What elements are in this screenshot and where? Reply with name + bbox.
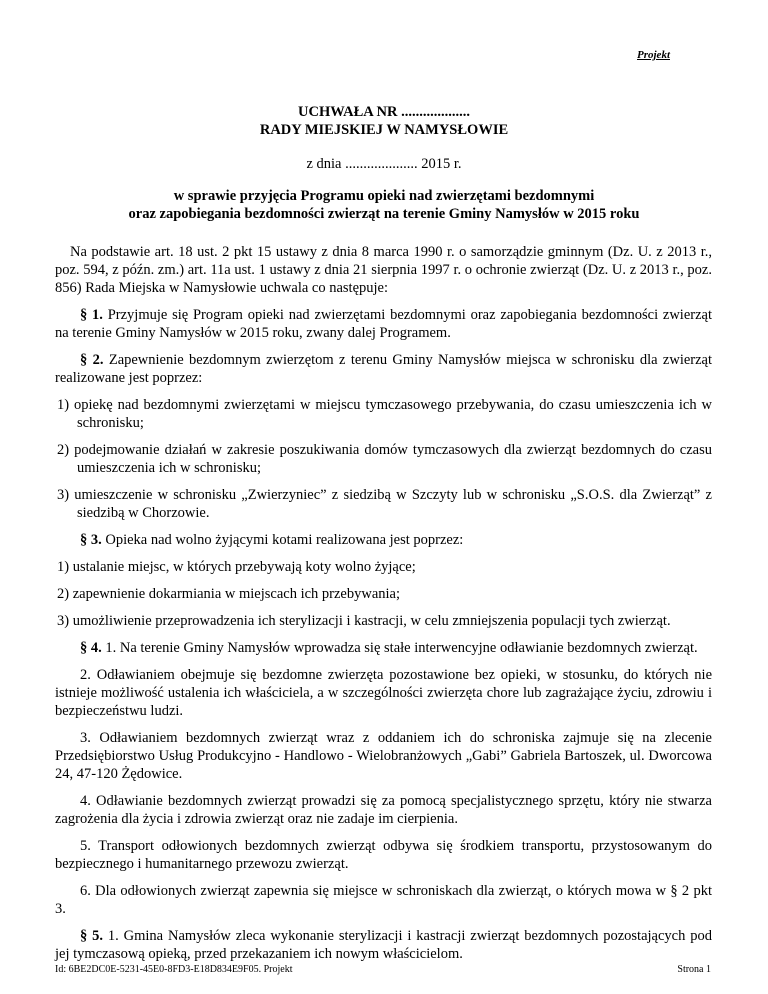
paragraph-text: Opieka nad wolno żyjącymi kotami realizowana jest poprzez:: [101, 532, 464, 548]
resolution-date: z dnia .................... 2015 r.: [306, 156, 462, 172]
paragraph-2: [55, 351, 712, 387]
paragraph-text: 1. Gmina Namysłów zleca wykonanie sterylizacji i kastracji zwierząt bezdomnych pozostających pod jej tymczasową opieką, przed przekazaniem ich nowym właścicielom.: [55, 928, 712, 962]
resolution-subject: [0, 187, 768, 223]
paragraph-label: § 4.: [80, 640, 102, 656]
list-item: 3) umieszczenie w schronisku „Zwierzyniec” z siedzibą w Szczyty lub w schronisku „S.O.S. dla Zwierząt” z siedzibą w Chorzowie.: [57, 487, 712, 521]
document-id: Id: 6BE2DC0E-5231-45E0-8FD3-E18D834E9F05. Projekt: [55, 964, 293, 975]
page-number: Strona 1: [677, 964, 711, 975]
subject-line-2: oraz zapobiegania bezdomności zwierząt na terenie Gminy Namysłów w 2015 roku: [128, 206, 640, 222]
paragraph-label: § 3.: [80, 532, 102, 548]
paragraph-text: Przyjmuje się Program opieki nad zwierzętami bezdomnymi oraz zapobiegania bezdomności zwierząt na terenie Gminy Namysłów w 2015 roku, zwany dalej Programem.: [55, 307, 713, 341]
projekt-label: Projekt: [637, 49, 670, 61]
list-item: 3) umożliwienie przeprowadzenia ich sterylizacji i kastracji, w celu zmniejszenia populacji tych zwierząt.: [57, 613, 671, 629]
list-item: 1) opiekę nad bezdomnymi zwierzętami w miejscu tymczasowego przebywania, do czasu umieszczenia ich w schronisku;: [57, 397, 712, 431]
list-item: 1) ustalanie miejsc, w których przebywają koty wolno żyjące;: [57, 559, 416, 575]
paragraph-1: [55, 306, 712, 342]
paragraph-4-point-6: 6. Dla odłowionych zwierząt zapewnia się miejsce w schroniskach dla zwierząt, o których mowa w § 2 pkt 3.: [55, 883, 712, 917]
paragraph-label: § 5.: [80, 928, 104, 944]
paragraph-4-point-2: 2. Odławianiem obejmuje się bezdomne zwierzęta pozostawione bez opieki, w stosunku, do których nie istnieje możliwość ustalenia ich właściciela, a w szczególności zwierzęta chore lub zagrażające życiu, zdrowiu i bezpieczeństwu ludzi.: [55, 667, 712, 719]
paragraph-label: § 2.: [80, 352, 104, 368]
preamble: Na podstawie art. 18 ust. 2 pkt 15 ustawy z dnia 8 marca 1990 r. o samorządzie gminnym (Dz. U. z 2013 r., poz. 594, z późn. zm.) art. 11a ust. 1 ustawy z dnia 21 sierpnia 1997 r. o ochronie zwierząt (Dz. U. z 2013 r., poz. 856) Rada Miejska w Namysłowie uchwala co następuje:: [55, 244, 712, 296]
list-item: 2) zapewnienie dokarmiania w miejscach ich przebywania;: [57, 586, 401, 602]
paragraph-5: [55, 927, 712, 963]
list-item: 2) podejmowanie działań w zakresie poszukiwania domów tymczasowych dla zwierząt bezdomnych do czasu umieszczenia ich w schronisku;: [57, 442, 712, 476]
paragraph-4-point-3: 3. Odławianiem bezdomnych zwierząt wraz z oddaniem ich do schroniska zajmuje się na zlecenie Przedsiębiorstwo Usług Produkcyjno - Handlowo - Wielobranżowych „Gabi” Gabriela Bartoszek, ul. Dworcowa 24, 47-120 Żędowice.: [55, 730, 712, 782]
paragraph-4: [55, 639, 712, 657]
paragraph-label: § 1.: [80, 307, 103, 323]
paragraph-4-point-4: 4. Odławianie bezdomnych zwierząt prowadzi się za pomocą specjalistycznego sprzętu, który nie stwarza zagrożenia dla życia i zdrowia zwierząt oraz nie zadaje im cierpienia.: [55, 793, 712, 827]
resolution-body: [55, 243, 712, 972]
paragraph-text: 1. Na terenie Gminy Namysłów wprowadza się stałe interwencyjne odławianie bezdomnych zwierząt.: [101, 640, 698, 656]
paragraph-3: [55, 531, 712, 549]
resolution-number: UCHWAŁA NR ...................: [298, 104, 470, 120]
subject-line-1: w sprawie przyjęcia Programu opieki nad zwierzętami bezdomnymi: [173, 188, 595, 204]
paragraph-text: Zapewnienie bezdomnym zwierzętom z terenu Gminy Namysłów miejsca w schronisku dla zwierząt realizowane jest poprzez:: [55, 352, 713, 386]
paragraph-4-point-5: 5. Transport odłowionych bezdomnych zwierząt odbywa się środkiem transportu, przystosowanym do bezpiecznego i humanitarnego przewozu zwierząt.: [55, 838, 712, 872]
council-name: RADY MIEJSKIEJ W NAMYSŁOWIE: [259, 122, 509, 138]
